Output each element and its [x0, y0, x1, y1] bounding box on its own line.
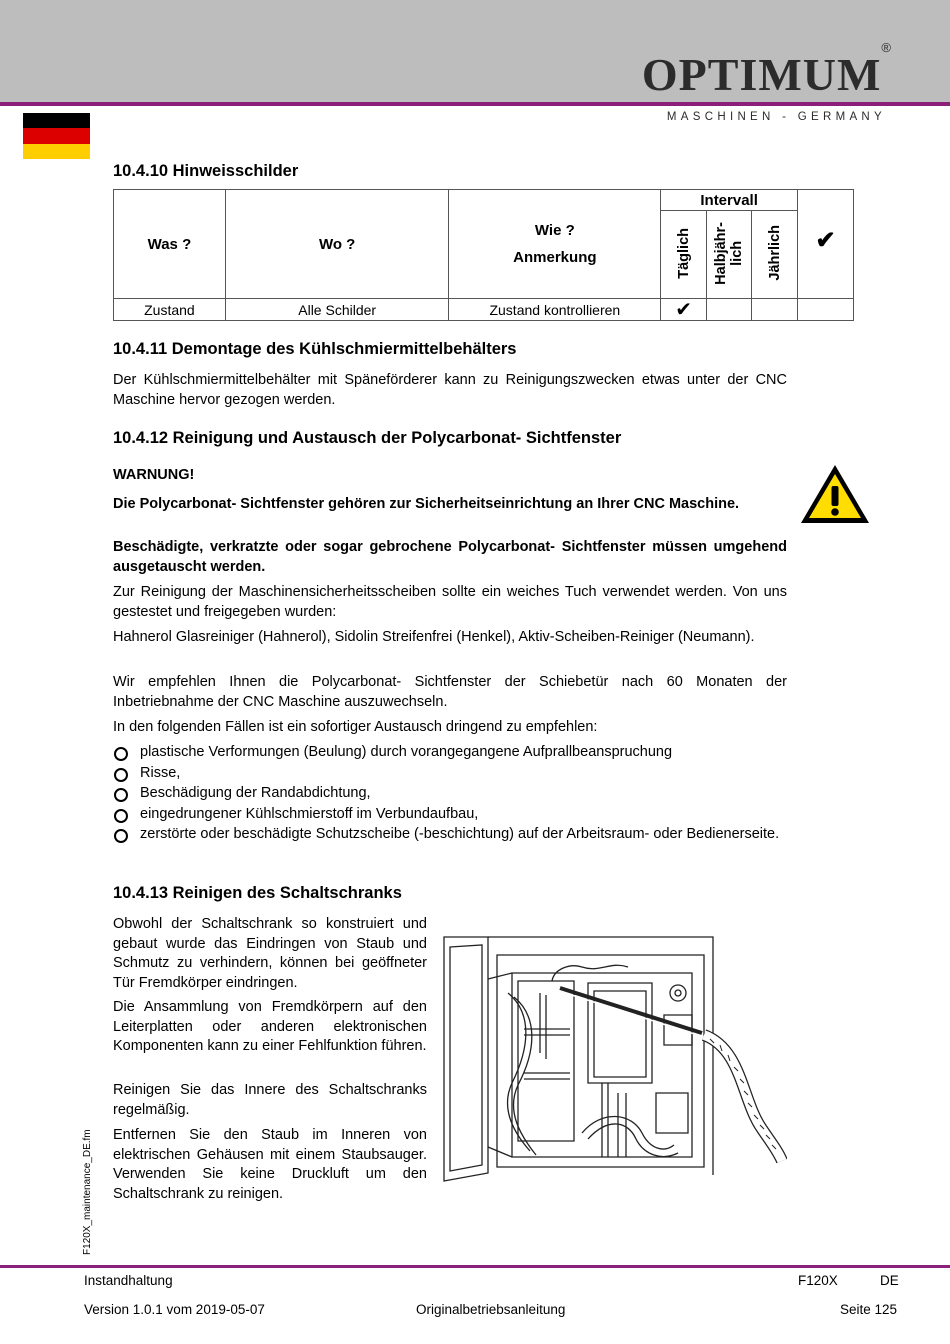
footer-version: Version 1.0.1 vom 2019-05-07	[84, 1302, 265, 1317]
list-item: plastische Verformungen (Beulung) durch vorangegangene Aufprallbeanspruchung	[113, 742, 787, 763]
footer-divider	[0, 1265, 950, 1268]
halbjaehrlich-label: Halbjähr- lich	[713, 221, 746, 285]
header-intervall: Intervall	[661, 190, 798, 211]
section-heading-demontage: 10.4.11 Demontage des Kühlschmiermittelbehälters	[113, 340, 517, 358]
warning-triangle-icon	[799, 462, 871, 526]
header-wie	[449, 190, 661, 299]
german-flag-icon	[23, 113, 90, 159]
taeglich-label: Täglich	[675, 227, 692, 279]
header-halbjaehrlich	[707, 211, 752, 299]
schaltschrank-text-1: Obwohl der Schaltschrank so konstruiert und gebaut wurde das Eindringen von Staub und Schmutz zu verhindern, können bei geöffneter Tür Fremdkörper eindringen.	[113, 916, 427, 991]
section-heading-hinweisschilder: 10.4.10 Hinweisschilder	[113, 162, 299, 180]
registered-mark: ®	[881, 39, 892, 55]
cleaner-list-text: Hahnerol Glasreiniger (Hahnerol), Sidolin Streifenfrei (Henkel), Aktiv-Scheiben-Reiniger (Neumann).	[113, 629, 755, 645]
row-extra	[798, 299, 854, 321]
section-heading-schaltschrank: 10.4.13 Reinigen des Schaltschranks	[113, 884, 402, 902]
section-heading-polycarbonat: 10.4.12 Reinigung und Austausch der Polycarbonat- Sichtfenster	[113, 429, 622, 447]
list-item: eingedrungener Kühlschmierstoff im Verbundaufbau,	[113, 804, 787, 825]
warning-label: WARNUNG!	[113, 467, 195, 483]
check-icon: ✔	[815, 226, 836, 254]
cabinet-vacuum-illustration	[442, 933, 787, 1185]
footer-document: Originalbetriebsanleitung	[416, 1302, 566, 1317]
footer-page-number: Seite 125	[840, 1302, 898, 1317]
list-item: Risse,	[113, 763, 787, 784]
header-wo: Wo ?	[225, 190, 449, 299]
row-halbjaehrlich	[707, 299, 752, 321]
brand-logo	[641, 39, 892, 100]
warning-text-1: Die Polycarbonat- Sichtfenster gehören zur Sicherheitseinrichtung an Ihrer CNC Maschine.	[113, 496, 740, 512]
warning-text-2: Beschädigte, verkratzte oder sogar gebrochene Polycarbonat- Sichtfenster müssen umgehend ausgetauscht werden.	[113, 539, 787, 575]
row-wie: Zustand kontrollieren	[449, 299, 661, 321]
replacement-intro: In den folgenden Fällen ist ein sofortiger Austausch dringend zu empfehlen:	[113, 719, 598, 735]
header-jaehrlich	[752, 211, 798, 299]
interval-table	[113, 189, 854, 321]
row-taeglich-check	[661, 299, 707, 321]
schaltschrank-text-3: Reinigen Sie das Innere des Schaltschranks regelmäßig.	[113, 1082, 427, 1118]
replacement-criteria-list	[113, 742, 787, 845]
demontage-text: Der Kühlschmiermittelbehälter mit Späneförderer kann zu Reinigungszwecken etwas unter der CNC Maschine hervor gezogen werden.	[113, 372, 787, 408]
brand-subtitle: MASCHINEN - GERMANY	[666, 111, 886, 123]
jaehrlich-label: Jährlich	[766, 225, 783, 281]
file-name-label: F120X_maintenance_DE.fm	[82, 1129, 93, 1255]
list-item: Beschädigung der Randabdichtung,	[113, 783, 787, 804]
schaltschrank-text-4: Entfernen Sie den Staub im Inneren von elektrischen Gehäusen mit einem Staubsauger. Verwenden Sie keine Druckluft um den Schaltschrank zu reinigen.	[113, 1127, 427, 1202]
footer-model: F120X	[798, 1273, 838, 1288]
header-was: Was ?	[114, 190, 226, 299]
cleaning-text: Zur Reinigung der Maschinensicherheitsscheiben sollte ein weiches Tuch verwendet werden. Von uns gestestet und freigegeben wurden:	[113, 584, 787, 620]
row-wo: Alle Schilder	[225, 299, 449, 321]
check-icon: ✔	[675, 298, 693, 321]
list-item: zerstörte oder beschädigte Schutzscheibe (-beschichtung) auf der Arbeitsraum- oder Bedienerseite.	[113, 824, 787, 845]
schaltschrank-text-2: Die Ansammlung von Fremdkörpern auf den Leiterplatten oder anderen elektronischen Komponenten kann zu einer Fehlfunktion führen.	[113, 999, 427, 1054]
header-taeglich	[661, 211, 707, 299]
replacement-recommendation: Wir empfehlen Ihnen die Polycarbonat- Sichtfenster der Schiebetür nach 60 Monaten der Inbetriebnahme der CNC Maschine auszuwechseln.	[113, 674, 787, 710]
row-jaehrlich	[752, 299, 798, 321]
brand-name: OPTIMUM	[641, 49, 882, 100]
header-check-cell	[798, 190, 854, 299]
header-wie-label: Wie ?	[534, 222, 575, 239]
header-anmerkung-label: Anmerkung	[513, 249, 597, 266]
footer-language: DE	[880, 1273, 899, 1288]
header-divider	[0, 102, 950, 106]
footer-section: Instandhaltung	[84, 1273, 173, 1288]
row-was: Zustand	[114, 299, 226, 321]
